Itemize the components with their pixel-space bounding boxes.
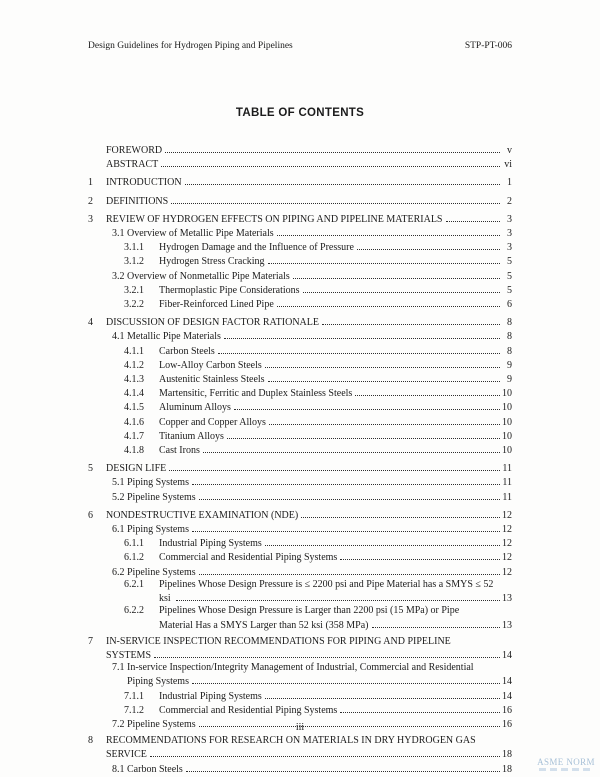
dot-leader (227, 429, 500, 439)
toc-entry-page: 13 (502, 593, 512, 605)
toc-entry-page: vi (504, 159, 512, 171)
dot-leader (199, 565, 500, 575)
toc-entry-title: Piping Systems (127, 477, 189, 489)
dot-leader (446, 212, 501, 222)
toc-entry-page: 5 (507, 256, 512, 268)
dot-leader (340, 550, 500, 560)
toc-entry-title: Pipeline Systems (127, 718, 196, 730)
dot-leader (192, 674, 500, 684)
toc-entry-page: 3 (507, 213, 512, 225)
toc-entry-number: 7.1.2 (124, 704, 144, 716)
toc-entry (88, 689, 512, 703)
toc-entry-page: 11 (502, 477, 512, 489)
toc-entry (88, 226, 512, 240)
toc-entry-line (124, 591, 512, 605)
toc-entry (88, 662, 512, 688)
toc-entry-line (124, 358, 512, 372)
toc-entry-page: 11 (502, 463, 512, 475)
toc-entry-number: 6.1.1 (124, 538, 144, 550)
toc-entry-title: Carbon Steels (127, 763, 183, 775)
toc-entry-title: ABSTRACT (106, 159, 159, 171)
toc-entry-line (124, 372, 512, 386)
toc-entry-line (112, 329, 512, 343)
toc-entry-title: SERVICE (106, 749, 147, 761)
toc-entry-number: 4.1.3 (124, 374, 144, 386)
toc-entry-page: 5 (507, 270, 512, 282)
toc-entry (88, 536, 512, 550)
toc-entry-line (124, 579, 512, 591)
toc-entry (88, 565, 512, 579)
toc-entry-title: Industrial Piping Systems (159, 538, 262, 550)
toc-entry-page: 12 (502, 566, 512, 578)
dot-leader (265, 689, 500, 699)
dot-leader (192, 522, 500, 532)
toc-entry-number: 4.1.1 (124, 345, 144, 357)
toc-entry-page: 16 (502, 718, 512, 730)
toc-entry-line (124, 605, 512, 617)
toc-entry-page: 8 (507, 317, 512, 329)
toc-entry-number: 4.1.8 (124, 445, 144, 457)
dot-leader (322, 315, 500, 325)
toc-entry-line (112, 269, 512, 283)
dot-leader (185, 175, 500, 185)
toc-entry-page: 11 (502, 491, 512, 503)
toc-entry (88, 143, 512, 157)
toc-entry (88, 358, 512, 372)
toc-entry-line (124, 400, 512, 414)
dot-leader (372, 618, 500, 628)
dot-leader (340, 703, 500, 713)
toc-entry-title: Pipeline Systems (127, 566, 196, 578)
toc-entry-title: ksi (159, 593, 174, 605)
toc-entry-line (88, 315, 512, 329)
toc-entry-page: 12 (502, 538, 512, 550)
toc-entry-number: 4.1.2 (124, 359, 144, 371)
toc-entry-number: 1 (88, 177, 93, 189)
toc-entry-title: Overview of Nonmetallic Pipe Materials (127, 270, 290, 282)
dot-leader (268, 372, 500, 382)
toc-entry-line (112, 490, 512, 504)
toc-entry-page: 5 (507, 284, 512, 296)
toc-entry-line (88, 212, 512, 226)
toc-entry-title: Pipelines Whose Design Pressure is ≤ 2200 psi and Pipe Material has a SMYS ≤ 52 (159, 578, 494, 590)
toc-entry-number: 7.2 (112, 718, 125, 730)
toc-entry-title: RECOMMENDATIONS FOR RESEARCH ON MATERIALS IN DRY HYDROGEN GAS (106, 735, 476, 747)
dot-leader (169, 461, 500, 471)
toc-entry-title: Martensitic, Ferritic and Duplex Stainless Steels (159, 388, 353, 400)
toc-entry-line (88, 461, 512, 475)
toc-entry-page: 14 (502, 676, 512, 688)
toc-entry (88, 269, 512, 283)
toc-entry-number: 8.1 (112, 763, 125, 775)
dot-leader (277, 297, 500, 307)
toc-entry-title: Commercial and Residential Piping Systems (159, 704, 338, 716)
toc-entry-line (124, 443, 512, 457)
toc-entry-title: Titanium Alloys (159, 430, 224, 442)
dot-leader (224, 329, 500, 339)
toc-entry-number: 6 (88, 509, 93, 521)
dot-leader (199, 490, 500, 500)
toc-entry-title: Fiber-Reinforced Lined Pipe (159, 299, 274, 311)
dot-leader (301, 508, 500, 518)
toc-entry-title: Carbon Steels (159, 345, 215, 357)
dot-leader (161, 157, 500, 167)
toc-entry-number: 4.1.7 (124, 430, 144, 442)
toc-entry-line (124, 703, 512, 717)
watermark-text: ASME NORM (537, 757, 595, 767)
toc-entry-title: NONDESTRUCTIVE EXAMINATION (NDE) (106, 509, 299, 521)
toc-entry-line (112, 226, 512, 240)
toc-entry-title: Thermoplastic Pipe Considerations (159, 284, 300, 296)
toc-entry-page: 18 (502, 763, 512, 775)
toc-entry-line (124, 618, 512, 632)
dot-leader (355, 386, 500, 396)
toc-entry-page: 6 (507, 299, 512, 311)
toc-entry (88, 508, 512, 522)
toc-entry (88, 636, 512, 662)
toc-entry-number: 3.2.1 (124, 284, 144, 296)
toc-entry-title: Hydrogen Stress Cracking (159, 256, 265, 268)
toc-entry-title: Piping Systems (127, 524, 189, 536)
page-number: iii (295, 722, 305, 733)
dot-leader (186, 762, 500, 772)
toc-entry-title: IN-SERVICE INSPECTION RECOMMENDATIONS FOR PIPING AND PIPELINE (106, 635, 451, 647)
toc-entry-number: 2 (88, 195, 93, 207)
dot-leader (357, 240, 500, 250)
toc-entry (88, 415, 512, 429)
dot-leader (234, 400, 500, 410)
toc-entry (88, 344, 512, 358)
toc-entry (88, 386, 512, 400)
toc-entry-title: SYSTEMS (106, 649, 152, 661)
dot-leader (218, 344, 500, 354)
toc-entry-title: Piping Systems (127, 676, 189, 688)
dot-leader (277, 226, 500, 236)
toc-entry-number: 4.1 (112, 331, 125, 343)
toc-entry-title: DISCUSSION OF DESIGN FACTOR RATIONALE (106, 317, 319, 329)
toc-entry-line (88, 157, 512, 171)
dot-leader (171, 194, 500, 204)
toc-entry-line (88, 648, 512, 662)
dot-leader (293, 269, 500, 279)
toc-entry-line (124, 536, 512, 550)
dot-leader (303, 283, 500, 293)
toc-entry (88, 157, 512, 171)
toc-entry-line (112, 662, 512, 674)
toc-entry (88, 443, 512, 457)
toc-entry-number: 3 (88, 213, 93, 225)
toc-entry-title: Overview of Metallic Pipe Materials (127, 228, 274, 240)
toc-entry-title: Cast Irons (159, 445, 200, 457)
toc-entry-line (88, 175, 512, 189)
toc-entry (88, 461, 512, 475)
toc-entry-page: 10 (502, 388, 512, 400)
toc-entry (88, 297, 512, 311)
toc-entry-title: DESIGN LIFE (106, 463, 167, 475)
toc-entry-title: Low-Alloy Carbon Steels (159, 359, 262, 371)
toc-entry-page: 9 (507, 359, 512, 371)
toc-entry-title: FOREWORD (106, 145, 163, 156)
toc-entry (88, 212, 512, 226)
toc-entry-page: 10 (502, 416, 512, 428)
toc-entry (88, 329, 512, 343)
toc-entry (88, 283, 512, 297)
toc-entry (88, 400, 512, 414)
toc-entry-line (124, 297, 512, 311)
toc-entry-title: In-service Inspection/Integrity Management of Industrial, Commercial and Residential (127, 662, 474, 674)
dot-leader (268, 254, 500, 264)
toc-entry-line (88, 194, 512, 208)
toc-entry-line (88, 636, 512, 648)
dot-leader (154, 648, 500, 658)
toc-entry-page: 18 (502, 749, 512, 761)
toc-entry-title: Hydrogen Damage and the Influence of Pressure (159, 242, 354, 254)
toc-entry-number: 7.1 (112, 662, 125, 674)
toc-entry-page: 1 (507, 177, 512, 189)
toc-entry-page: 10 (502, 430, 512, 442)
toc-entry (88, 762, 512, 776)
toc-entry-number: 8 (88, 735, 93, 747)
toc-entry-title: Aluminum Alloys (159, 402, 231, 414)
toc-entry-page: 14 (502, 690, 512, 702)
toc-entry-title: Material Has a SMYS Larger than 52 ksi (358 MPa) (159, 619, 369, 631)
toc-entry-number: 3.1.1 (124, 242, 144, 254)
toc-entry-page: 12 (502, 552, 512, 564)
toc-entry-line (88, 747, 512, 761)
toc-entry-line (112, 674, 512, 688)
toc-entry-title: Pipelines Whose Design Pressure is Larger than 2200 psi (15 MPa) or Pipe (159, 605, 460, 617)
toc-entry-line (124, 283, 512, 297)
dot-leader (150, 747, 500, 757)
toc-entry-number: 6.2 (112, 566, 125, 578)
toc-entry (88, 372, 512, 386)
toc-entry-number: 6.2.1 (124, 578, 144, 590)
toc-entry-page: 12 (502, 509, 512, 521)
toc-entry-line (112, 762, 512, 776)
toc-entry-page: 8 (507, 331, 512, 343)
page-title: TABLE OF CONTENTS (235, 107, 365, 119)
toc-entry-title: Industrial Piping Systems (159, 690, 262, 702)
toc-entry-page: 14 (502, 649, 512, 661)
toc-entry-line (112, 475, 512, 489)
toc-entry-number: 3.1 (112, 228, 125, 240)
toc-entry-number: 5 (88, 463, 93, 475)
dot-leader (265, 536, 500, 546)
toc-entry-page: 3 (507, 228, 512, 240)
toc-entry-number: 5.2 (112, 491, 125, 503)
toc-entry-line (124, 240, 512, 254)
toc-entry-line (124, 550, 512, 564)
toc-entry-title: Metallic Pipe Materials (127, 331, 221, 343)
dot-leader (176, 591, 500, 601)
toc-entry-page: 10 (502, 445, 512, 457)
dot-leader (192, 475, 500, 485)
toc-entry-title: Commercial and Residential Piping Systems (159, 552, 338, 564)
toc-entry (88, 490, 512, 504)
toc-entry-number: 3.2.2 (124, 299, 144, 311)
toc-entry (88, 175, 512, 189)
toc-entry-page: 10 (502, 402, 512, 414)
toc-entry-page: 9 (507, 374, 512, 386)
toc-entry (88, 579, 512, 605)
toc-entry-title: REVIEW OF HYDROGEN EFFECTS ON PIPING AND PIPELINE MATERIALS (106, 213, 443, 225)
toc-entry (88, 703, 512, 717)
dot-leader (165, 143, 500, 153)
toc-entry-title: Austenitic Stainless Steels (159, 374, 265, 386)
toc-entry-page: 3 (507, 242, 512, 254)
dot-leader (203, 443, 500, 453)
toc-entry-number: 6.1.2 (124, 552, 144, 564)
toc-entry-line (112, 565, 512, 579)
asme-norm-watermark (535, 757, 597, 771)
toc-entry-line (124, 254, 512, 268)
toc-entry-line (88, 735, 512, 747)
toc-entry-title: DEFINITIONS (106, 195, 169, 207)
toc-entry-line (124, 429, 512, 443)
toc-entry-number: 6.1 (112, 524, 125, 536)
toc-entry (88, 735, 512, 761)
toc-entry-number: 3.2 (112, 270, 125, 282)
toc-entry (88, 240, 512, 254)
toc-entry-number: 4.1.5 (124, 402, 144, 414)
toc-entry-line (88, 143, 512, 157)
toc-entry-page: v (507, 145, 512, 156)
toc-entry-title: Copper and Copper Alloys (159, 416, 266, 428)
toc-entry-title: Pipeline Systems (127, 491, 196, 503)
toc-entry-page: 8 (507, 345, 512, 357)
toc-entry-page: 16 (502, 704, 512, 716)
toc-entry-title: INTRODUCTION (106, 177, 182, 189)
page-header (88, 41, 512, 51)
toc-entry-number: 7.1.1 (124, 690, 144, 702)
toc-entry-number: 5.1 (112, 477, 125, 489)
header-running-title: Design Guidelines for Hydrogen Piping and Pipelines (88, 41, 293, 51)
toc-entry (88, 194, 512, 208)
toc-entry (88, 254, 512, 268)
toc-entry-page: 12 (502, 524, 512, 536)
dot-leader (265, 358, 500, 368)
toc-entry-line (112, 522, 512, 536)
toc-entry-number: 7 (88, 635, 93, 647)
dot-leader (269, 415, 500, 425)
table-of-contents (88, 143, 512, 776)
toc-entry-number: 3.1.2 (124, 256, 144, 268)
toc-entry-number: 4.1.4 (124, 388, 144, 400)
toc-entry (88, 315, 512, 329)
toc-entry (88, 605, 512, 631)
toc-entry (88, 429, 512, 443)
toc-entry-number: 4 (88, 317, 93, 329)
toc-entry-number: 6.2.2 (124, 605, 144, 617)
toc-entry-line (88, 508, 512, 522)
toc-entry-number: 4.1.6 (124, 416, 144, 428)
toc-entry-page: 2 (507, 195, 512, 207)
watermark-tagline (539, 768, 593, 771)
toc-entry-line (124, 415, 512, 429)
toc-entry-page: 13 (502, 619, 512, 631)
toc-entry-line (124, 689, 512, 703)
toc-entry (88, 522, 512, 536)
toc-entry-line (124, 344, 512, 358)
toc-entry-line (124, 386, 512, 400)
toc-entry (88, 475, 512, 489)
toc-entry (88, 550, 512, 564)
header-document-number: STP-PT-006 (464, 41, 512, 51)
